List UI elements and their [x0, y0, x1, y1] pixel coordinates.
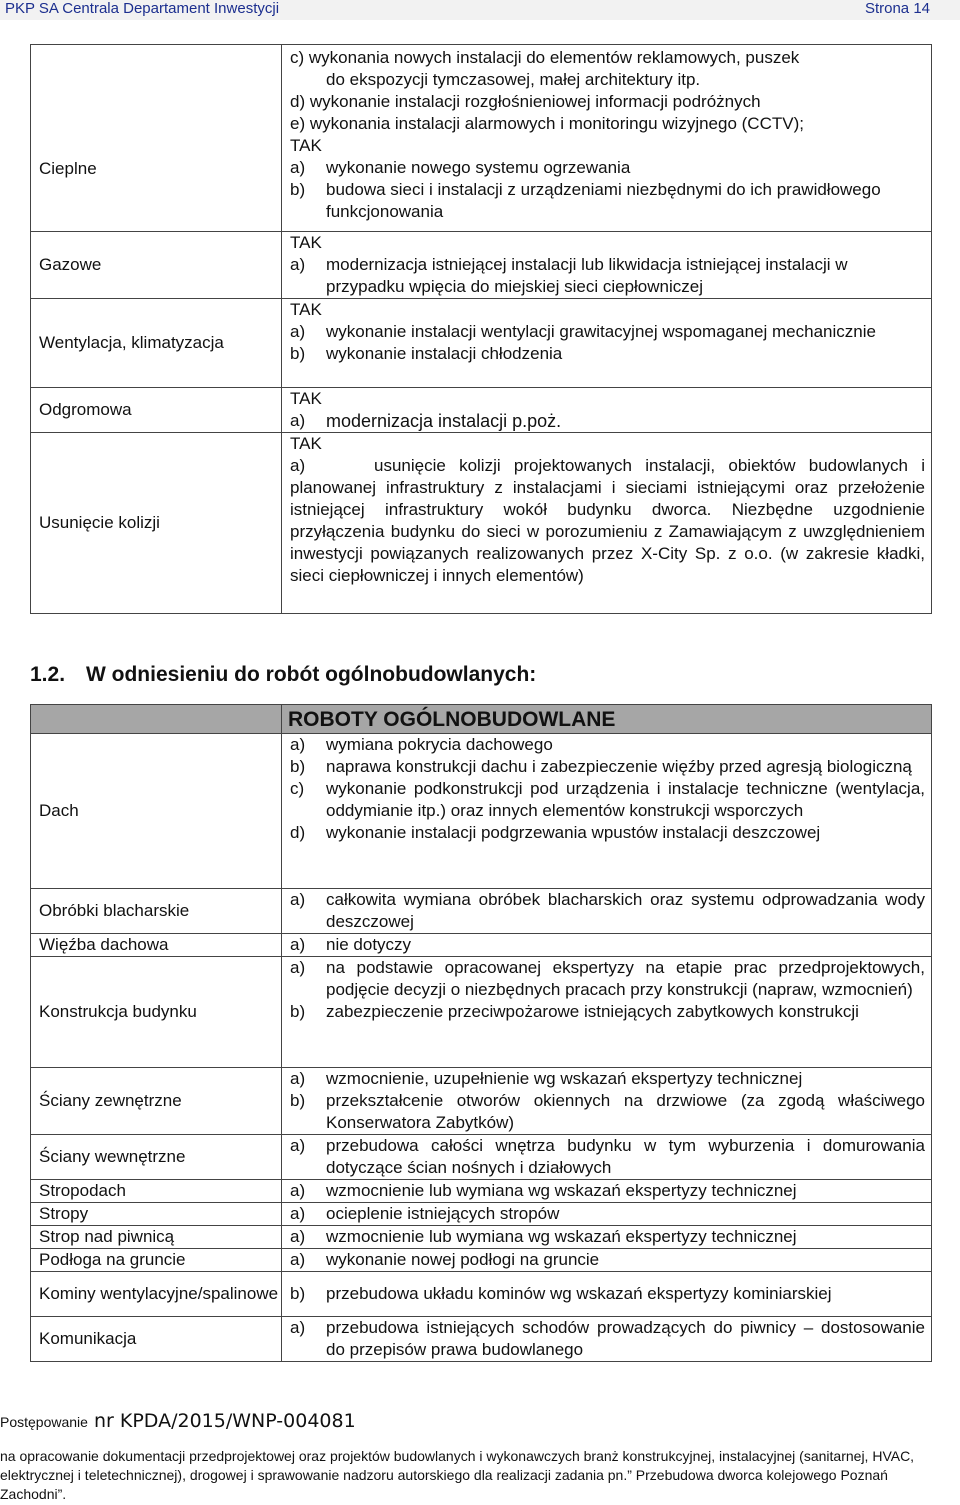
list-item: a) wykonanie nowego systemu ogrzewania [290, 158, 631, 177]
list-item: a) na podstawie opracowanej ekspertyzy na etapie prac przedprojektowych, podjęcie decyzji o niezbędnych pracach przy konstrukcji (napraw, wzmocnień) [290, 958, 925, 999]
list-item: c) wykonanie podkonstrukcji pod urządzenia i instalacje techniczne (wentylacja, oddymianie itp.) oraz innych elementów konstrukcji wsporczych [290, 779, 925, 820]
table-row [31, 957, 932, 1068]
row-label: Dach [31, 734, 282, 889]
tak-label: TAK [290, 233, 322, 252]
row-label: Gazowe [31, 232, 282, 299]
list-item: b) wykonanie instalacji chłodzenia [290, 344, 563, 363]
row-label: Podłoga na gruncie [31, 1249, 282, 1272]
cont-line-c: c) wykonania nowych instalacji do elementów reklamowych, puszek [290, 48, 800, 67]
row-label: Wentylacja, klimatyzacja [31, 299, 282, 388]
tak-label: TAK [290, 434, 322, 453]
section-title: W odniesieniu do robót ogólnobudowlanych: [86, 663, 537, 686]
cont-line-c2: do ekspozycji tymczasowej, małej architektury itp. [326, 70, 701, 89]
row-label: Odgromowa [31, 388, 282, 433]
row-label: Kominy wentylacyjne/spalinowe [31, 1272, 282, 1317]
list-item: a) wykonanie instalacji wentylacji grawitacyjnej wspomaganej mechanicznie [290, 322, 876, 341]
tak-label: TAK [290, 389, 322, 408]
procedure-number [0, 1410, 356, 1432]
row-label: Usunięcie kolizji [31, 433, 282, 614]
installations-table-body [30, 44, 932, 614]
construction-works-table [30, 704, 932, 1362]
list-item: a) przebudowa istniejących schodów prowadzących do piwnicy – dostosowanie do przepisów prawa budowlanego [290, 1318, 925, 1359]
table-row [31, 889, 932, 934]
table-header-row [31, 705, 932, 734]
list-item: b) przekształcenie otworów okiennych na drzwiowe (za zgodą właściwego Konserwatora Zabytków) [290, 1091, 925, 1132]
list-item: b) przebudowa układu kominów wg wskazań ekspertyzy kominiarskiej [290, 1284, 832, 1303]
list-item: b) naprawa konstrukcji dachu i zabezpieczenie więźby przed agresją biologiczną [290, 757, 912, 776]
list-item: d) wykonanie instalacji podgrzewania wpustów instalacji deszczowej [290, 823, 821, 842]
table-row [31, 934, 932, 957]
cont-line-d: d) wykonanie instalacji rozgłośnieniowej informacji podróżnych [290, 92, 761, 111]
table-row [31, 299, 932, 388]
row-label: Konstrukcja budynku [31, 957, 282, 1068]
table-row [31, 388, 932, 433]
section-heading [30, 663, 536, 687]
list-item: a) przebudowa całości wnętrza budynku w tym wyburzenia i domurowania dotyczące ścian nośnych i działowych [290, 1136, 925, 1177]
table-row [31, 1249, 932, 1272]
tak-label: TAK [290, 300, 322, 319]
page-header [0, 0, 960, 20]
list-item: b) zabezpieczenie przeciwpożarowe istniejących zabytkowych konstrukcji [290, 1002, 859, 1021]
table-row [31, 45, 932, 232]
table-row [31, 1135, 932, 1180]
cont-line-e: e) wykonania instalacji alarmowych i monitoringu wizyjnego (CCTV); [290, 114, 804, 133]
row-label: Ściany zewnętrzne [31, 1068, 282, 1135]
section-number: 1.2. [30, 663, 66, 686]
table-row [31, 1272, 932, 1317]
paragraph: a) usunięcie kolizji projektowanych instalacji, obiektów budowlanych i planowanej infrastruktury z instalacjami i sieciami istniejącymi oraz przełożenie istniejącej infrastruktury wokół budynku dworca. Niezbędne uzgodnienie przyłączenia budynku do sieci w porozumieniu z Zamawiającym z uwzględnieniem inwestycji powiązanych realizowanych przez X-City Sp. z o.o. (w zakresie kładki, sieci ciepłowniczej i innych elementów) [290, 456, 925, 585]
table-row [31, 1317, 932, 1362]
tak-label: TAK [290, 136, 322, 155]
list-item: a) całkowita wymiana obróbek blacharskich oraz systemu odprowadzania wody deszczowej [290, 890, 925, 931]
row-label: Komunikacja [31, 1317, 282, 1362]
row-label: Obróbki blacharskie [31, 889, 282, 934]
table-row [31, 1180, 932, 1203]
row-label: Stropodach [31, 1180, 282, 1203]
list-item: a) nie dotyczy [290, 935, 412, 954]
row-label: Ściany wewnętrzne [31, 1135, 282, 1180]
table-row [31, 232, 932, 299]
list-item: a) wykonanie nowej podłogi na gruncie [290, 1250, 600, 1269]
list-item: a) wzmocnienie, uzupełnienie wg wskazań ekspertyzy technicznej [290, 1069, 803, 1088]
table-row [31, 734, 932, 889]
list-item: a) modernizacja istniejącej instalacji lub likwidacja istniejącej instalacji w przypadku wpięcia do miejskiej sieci ciepłowniczej [290, 255, 848, 296]
page-number: Strona 14 [864, 0, 930, 17]
header-organization: PKP SA Centrala Departament Inwestycji [5, 0, 280, 17]
list-item: b) budowa sieci i instalacji z urządzeniami niezbędnymi do ich prawidłowego funkcjonowania [290, 180, 881, 221]
procedure-prefix: Postępowanie [0, 1414, 88, 1430]
list-item: a) wymiana pokrycia dachowego [290, 735, 553, 754]
table-row [31, 433, 932, 614]
table-row [31, 1226, 932, 1249]
table-title: ROBOTY OGÓLNOBUDOWLANE [282, 705, 932, 734]
row-label: Cieplne [39, 159, 97, 178]
row-label: Strop nad piwnicą [31, 1226, 282, 1249]
list-item: a) ocieplenie istniejących stropów [290, 1204, 560, 1223]
row-label: Stropy [31, 1203, 282, 1226]
footer-description: na opracowanie dokumentacji przedprojektowej oraz projektów budowlanych i wykonawczych branż konstrukcyjnej, instalacyjnej (sanitarnej, HVAC, elektrycznej i teletechnicznej), drogowej i sprawowanie nadzoru autorskiego dla realizacji zadania pn.” Przebudowa dworca kolejowego Poznań Zachodni”. [0, 1448, 915, 1502]
list-item: a) wzmocnienie lub wymiana wg wskazań ekspertyzy technicznej [290, 1227, 797, 1246]
table-row [31, 1068, 932, 1135]
table-row [31, 1203, 932, 1226]
procedure-id: nr KPDA/2015/WNP-004081 [94, 1410, 356, 1432]
row-label: Więźba dachowa [31, 934, 282, 957]
list-item: a) modernizacja instalacji p.poż. [290, 411, 562, 431]
list-item: a) wzmocnienie lub wymiana wg wskazań ekspertyzy technicznej [290, 1181, 797, 1200]
